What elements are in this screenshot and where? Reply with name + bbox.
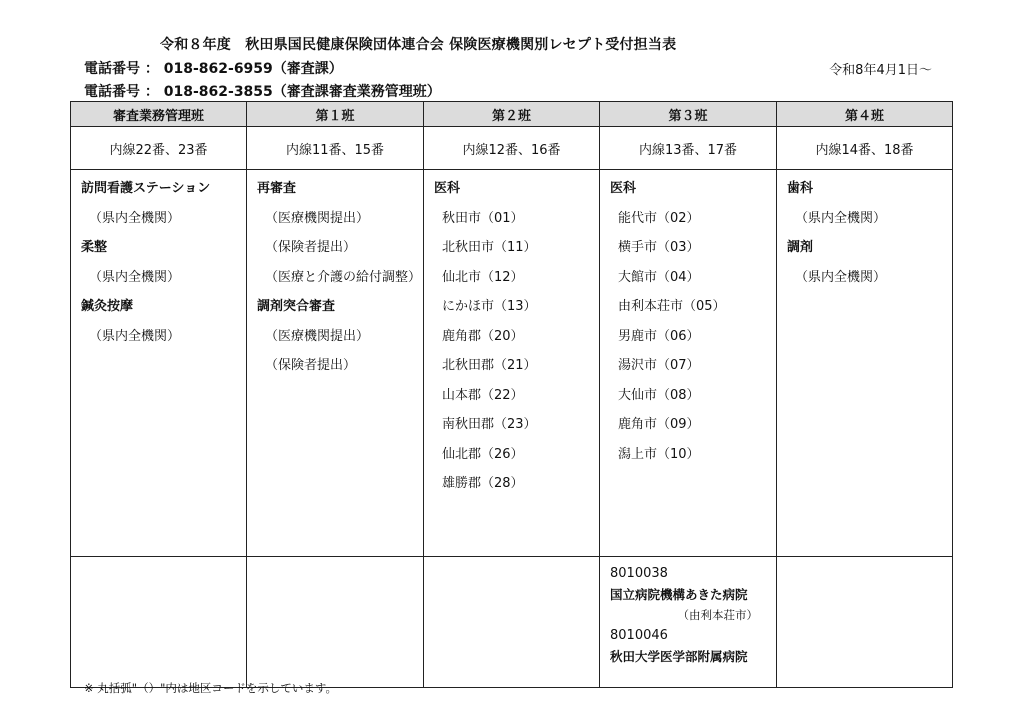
region-item: 大館市（04） [618,269,700,285]
extension-row [71,127,953,170]
assignment-cell [71,170,247,557]
hospital-cell [247,557,424,688]
hospital-cell [424,557,600,688]
region-item: 南秋田郡（23） [442,417,537,432]
extension-cell: 内線22番、23番 [71,127,247,170]
region-item: 湯沢市（07） [618,358,700,373]
assignment-table [70,101,953,688]
hospital-name: 秋田大学医学部附属病院 [610,649,748,664]
region-item: 雄勝郡（28） [442,476,524,491]
hospital-cell [71,557,247,688]
assignment-cell [777,170,953,557]
extension-cell: 内線11番、15番 [247,127,424,170]
region-item: （保険者提出） [265,240,357,255]
footnote: ※ 丸括弧"（）"内は地区コードを示しています。 [84,681,337,695]
hospital-code: 8010046 [610,628,668,643]
region-item: 横手市（03） [618,240,700,255]
extension-cell: 内線14番、18番 [777,127,953,170]
region-item: （県内全機関） [89,328,181,344]
region-item: 北秋田郡（21） [442,358,537,373]
region-item: （県内全機関） [89,210,181,226]
category-label: 訪問看護ステーション [81,181,211,196]
region-item: 潟上市（10） [618,446,700,462]
category-label: 調剤 [787,240,814,255]
extension-cell: 内線12番、16番 [424,127,600,170]
category-label: 調剤突合審査 [257,299,336,314]
region-item: 秋田市（01） [442,210,524,226]
region-item: にかほ市（13） [442,299,537,314]
hospital-location: （由利本荘市） [677,608,758,622]
header-row [71,102,953,127]
region-item: 鹿角市（09） [618,417,700,432]
region-item: （県内全機関） [795,269,887,285]
category-label: 医科 [434,181,461,196]
phone-number-shinsa: 電話番号 ： 018-862-6959（審査課） [84,61,343,77]
column-header: 第２班 [424,102,600,127]
region-item: （保険者提出） [265,358,357,373]
region-item: 由利本荘市（05） [618,299,726,314]
region-item: （県内全機関） [89,269,181,285]
category-label: 鍼灸按摩 [81,299,134,314]
page-title: 令和８年度 秋田県国民健康保険団体連合会 保険医療機関別レセプト受付担当表 [160,37,677,53]
hospital-name: 国立病院機構あきた病院 [610,587,748,602]
category-label: 柔整 [81,240,108,255]
category-label: 再審査 [257,181,297,196]
region-item: 仙北市（12） [442,269,524,285]
region-item: 仙北郡（26） [442,446,524,462]
region-item: （県内全機関） [795,210,887,226]
region-item: 北秋田市（11） [442,240,537,255]
assignment-cell [247,170,424,557]
category-label: 歯科 [787,181,814,196]
column-header: 審査業務管理班 [71,102,247,127]
hospital-cell [600,557,777,688]
region-item: 鹿角郡（20） [442,328,524,344]
hospital-cell [777,557,953,688]
extension-cell: 内線13番、17番 [600,127,777,170]
assignment-cell [424,170,600,557]
region-item: （医療と介護の給付調整） [265,269,422,285]
region-item: 男鹿市（06） [618,328,700,344]
phone-number-management: 電話番号 ： 018-862-3855（審査課審査業務管理班） [84,84,441,100]
assignment-row [71,170,953,557]
column-header: 第１班 [247,102,424,127]
region-item: 能代市（02） [618,210,700,226]
region-item: （医療機関提出） [265,210,370,226]
region-item: （医療機関提出） [265,328,370,344]
hospital-row [71,557,953,688]
effective-date: 令和8年4月1日～ [829,63,932,78]
column-header: 第４班 [777,102,953,127]
hospital-code: 8010038 [610,566,668,581]
category-label: 医科 [610,181,637,196]
column-header: 第３班 [600,102,777,127]
region-item: 山本郡（22） [442,387,524,403]
assignment-cell [600,170,777,557]
region-item: 大仙市（08） [618,387,700,403]
